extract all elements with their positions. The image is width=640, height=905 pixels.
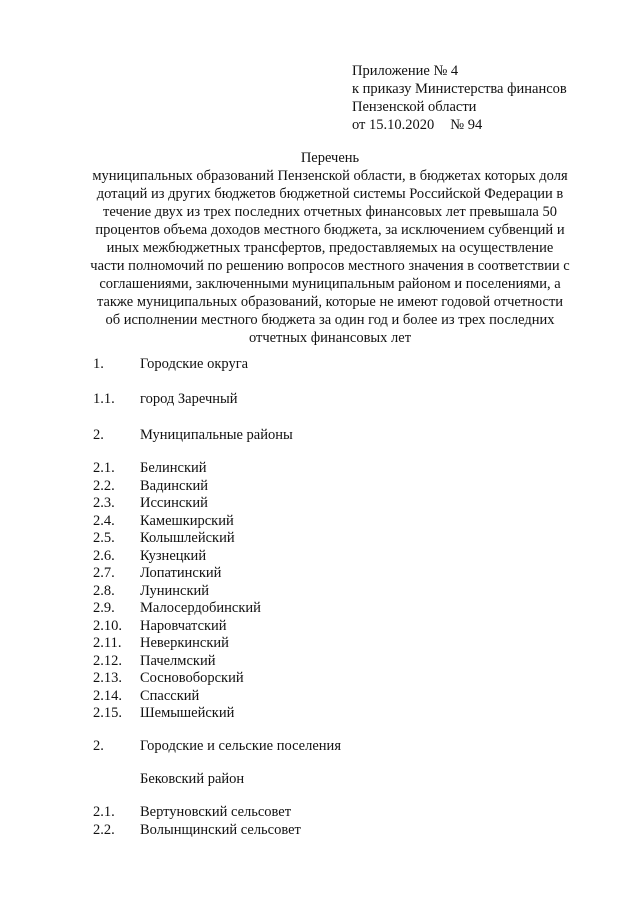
- item-label: Малосердобинский: [140, 600, 261, 616]
- title-line: об исполнении местного бюджета за один год и более из трех последних: [105, 312, 555, 328]
- item-number: 2.2.: [93, 477, 115, 494]
- title-line: муниципальных образований Пензенской области, в бюджетах которых доля: [92, 168, 568, 184]
- item-number: 2.10.: [93, 617, 122, 634]
- appendix-label: Приложение № 4: [352, 63, 459, 79]
- item-number: 2.8.: [93, 582, 115, 599]
- item-number: 2.3.: [93, 495, 115, 511]
- item-label: Неверкинский: [140, 635, 229, 651]
- item-label: Вадинский: [140, 477, 209, 494]
- item-label: Камешкирский: [140, 512, 234, 529]
- document-header: [352, 62, 567, 134]
- district-subheading: Бековский район: [140, 771, 245, 787]
- item-number: 2.4.: [93, 512, 115, 529]
- title-line: дотаций из других бюджетов бюджетной системы Российской Федерации в: [96, 186, 564, 202]
- item-label: Колышлейский: [140, 530, 235, 546]
- item-number: 2.14.: [93, 687, 122, 704]
- title-line: процентов объема доходов местного бюджета, за исключением субвенций и: [95, 222, 565, 238]
- item-label: Вертуновский сельсовет: [140, 804, 292, 820]
- title-line: соглашениями, заключенными муниципальным районом и поселениями, а: [99, 276, 561, 292]
- item-label: Волынщинский сельсовет: [140, 821, 301, 838]
- item-number: 2.2.: [93, 821, 115, 838]
- item-number: 1.1.: [93, 391, 115, 407]
- item-number: 2.11.: [93, 635, 122, 651]
- title-heading: Перечень: [300, 150, 360, 166]
- item-label: Лунинский: [140, 582, 210, 599]
- item-number: 2.6.: [93, 547, 115, 564]
- item-number: 2.15.: [93, 705, 122, 721]
- item-label: Спасский: [140, 687, 200, 704]
- section-number: 1.: [93, 356, 104, 372]
- section-number: 2.: [93, 738, 104, 754]
- item-label: Наровчатский: [140, 617, 227, 634]
- item-label: Белинский: [140, 460, 207, 476]
- item-label: Сосновоборский: [140, 670, 244, 686]
- item-label: Кузнецкий: [140, 547, 207, 564]
- item-label: Лопатинский: [140, 565, 222, 581]
- item-number: 2.9.: [93, 600, 115, 616]
- item-label: город Заречный: [140, 391, 238, 407]
- item-number: 2.13.: [93, 670, 122, 686]
- title-line: также муниципальных образований, которые не имеют годовой отчетности: [96, 294, 564, 310]
- item-number: 2.1.: [93, 460, 115, 476]
- section-label: Городские округа: [140, 356, 249, 372]
- section-number: 2.: [93, 427, 104, 443]
- item-label: Шемышейский: [140, 705, 235, 721]
- order-reference: к приказу Министерства финансов: [352, 81, 567, 97]
- title-line: отчетных финансовых лет: [248, 330, 412, 346]
- item-label: Иссинский: [140, 495, 208, 511]
- document-title: [80, 149, 580, 347]
- item-number: 2.1.: [93, 804, 115, 820]
- title-line: иных межбюджетных трансфертов, предоставляемых на осуществление: [106, 240, 554, 256]
- region-name: Пензенской области: [352, 99, 477, 115]
- order-number: № 94: [450, 117, 483, 133]
- item-number: 2.7.: [93, 565, 115, 581]
- item-label: Пачелмский: [140, 652, 216, 669]
- order-date: от 15.10.2020: [352, 117, 435, 133]
- item-number: 2.12.: [93, 652, 122, 669]
- title-line: части полномочий по решению вопросов местного значения в соответствии с: [90, 258, 570, 274]
- order-date-line: [352, 116, 567, 134]
- title-line: течение двух из трех последних отчетных финансовых лет превышала 50: [103, 204, 557, 220]
- item-number: 2.5.: [93, 530, 115, 546]
- section-label: Городские и сельские поселения: [140, 738, 341, 754]
- section-label: Муниципальные районы: [140, 427, 293, 443]
